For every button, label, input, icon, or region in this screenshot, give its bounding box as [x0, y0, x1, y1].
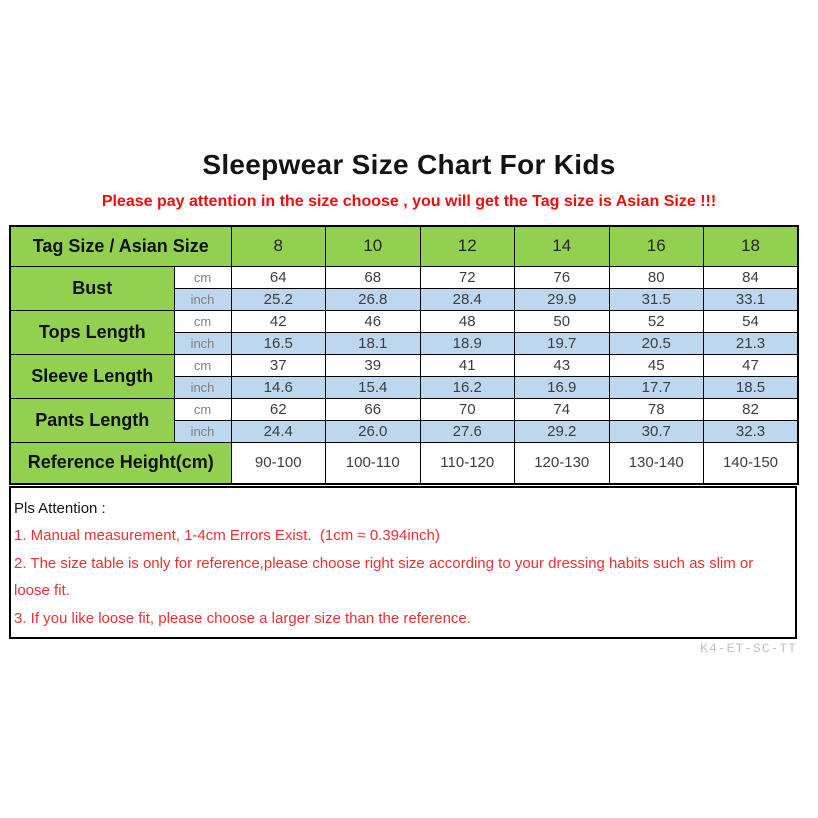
bust-inch-value: 26.8: [326, 288, 421, 310]
pants-length-cm-value: 62: [231, 398, 326, 420]
sleeve-length-label: Sleeve Length: [10, 354, 174, 398]
size-header-16: 16: [609, 226, 704, 266]
bust-cm-value: 64: [231, 266, 326, 288]
tops-length-inch-value: 18.1: [326, 332, 421, 354]
bust-unit-inch: inch: [174, 288, 231, 310]
size-header-12: 12: [420, 226, 515, 266]
reference-height-row: [10, 442, 798, 484]
bust-cm-value: 76: [515, 266, 610, 288]
sleeve-length-inch-value: 18.5: [704, 376, 799, 398]
tops-length-cm-value: 48: [420, 310, 515, 332]
reference-height-value: 140-150: [704, 442, 799, 484]
tops-length-inch-value: 20.5: [609, 332, 704, 354]
pants-length-inch-value: 26.0: [326, 420, 421, 442]
attention-notes-box: [9, 486, 797, 639]
size-header-10: 10: [326, 226, 421, 266]
pants-length-cm-value: 70: [420, 398, 515, 420]
sleeve-length-inch-value: 16.9: [515, 376, 610, 398]
reference-height-value: 120-130: [515, 442, 610, 484]
tag-size-header-label: Tag Size / Asian Size: [10, 226, 231, 266]
tops-length-inch-value: 21.3: [704, 332, 799, 354]
sleeve-length-cm-value: 41: [420, 354, 515, 376]
sleeve-length-cm-value: 43: [515, 354, 610, 376]
bust-inch-value: 28.4: [420, 288, 515, 310]
tops-length-cm-value: 54: [704, 310, 799, 332]
bust-cm-value: 68: [326, 266, 421, 288]
note-item-1: 1. Manual measurement, 1-4cm Errors Exist. (1cm ≈ 0.394inch): [14, 527, 440, 544]
notes-heading: Pls Attention :: [14, 500, 106, 517]
sleeve-length-cm-value: 39: [326, 354, 421, 376]
size-header-8: 8: [231, 226, 326, 266]
reference-height-label: Reference Height(cm): [10, 442, 231, 484]
reference-height-value: 100-110: [326, 442, 421, 484]
pants-length-cm-value: 78: [609, 398, 704, 420]
watermark-code: K4-ET-SC-TT: [700, 641, 797, 656]
bust-inch-value: 31.5: [609, 288, 704, 310]
sleeve-length-inch-value: 14.6: [231, 376, 326, 398]
reference-height-value: 130-140: [609, 442, 704, 484]
pants-length-cm-row: [10, 398, 798, 420]
tops-length-cm-value: 50: [515, 310, 610, 332]
bust-inch-value: 33.1: [704, 288, 799, 310]
sleeve-length-inch-value: 16.2: [420, 376, 515, 398]
pants-length-unit-cm: cm: [174, 398, 231, 420]
pants-length-inch-value: 30.7: [609, 420, 704, 442]
note-item-2: 2. The size table is only for reference,please choose right size according to your dressing habits such as slim or loose fit.: [14, 554, 758, 599]
size-header-14: 14: [515, 226, 610, 266]
pants-length-inch-value: 32.3: [704, 420, 799, 442]
reference-height-value: 110-120: [420, 442, 515, 484]
bust-cm-value: 80: [609, 266, 704, 288]
asian-size-warning: Please pay attention in the size choose , you will get the Tag size is Asian Size !!!: [101, 193, 717, 210]
pants-length-inch-value: 27.6: [420, 420, 515, 442]
bust-cm-row: [10, 266, 798, 288]
bust-cm-value: 72: [420, 266, 515, 288]
sleeve-length-inch-value: 17.7: [609, 376, 704, 398]
sleeve-length-cm-value: 45: [609, 354, 704, 376]
sleeve-length-unit-inch: inch: [174, 376, 231, 398]
sleeve-length-unit-cm: cm: [174, 354, 231, 376]
pants-length-label: Pants Length: [10, 398, 174, 442]
tops-length-inch-value: 19.7: [515, 332, 610, 354]
tops-length-cm-value: 46: [326, 310, 421, 332]
reference-height-value: 90-100: [231, 442, 326, 484]
size-header-18: 18: [704, 226, 799, 266]
sleeve-length-cm-row: [10, 354, 798, 376]
pants-length-inch-value: 29.2: [515, 420, 610, 442]
note-item-3: 3. If you like loose fit, please choose a larger size than the reference.: [14, 609, 471, 627]
pants-length-cm-value: 74: [515, 398, 610, 420]
bust-unit-cm: cm: [174, 266, 231, 288]
bust-inch-value: 25.2: [231, 288, 326, 310]
tops-length-cm-value: 52: [609, 310, 704, 332]
pants-length-cm-value: 82: [704, 398, 799, 420]
tops-length-inch-value: 18.9: [420, 332, 515, 354]
bust-cm-value: 84: [704, 266, 799, 288]
tops-length-unit-cm: cm: [174, 310, 231, 332]
sleeve-length-cm-value: 47: [704, 354, 799, 376]
sleeve-length-cm-value: 37: [231, 354, 326, 376]
tops-length-label: Tops Length: [10, 310, 174, 354]
header-row: [10, 226, 798, 266]
size-chart-table: [9, 225, 799, 485]
notes-list: [14, 522, 793, 632]
bust-label: Bust: [10, 266, 174, 310]
pants-length-inch-value: 24.4: [231, 420, 326, 442]
tops-length-cm-value: 42: [231, 310, 326, 332]
tops-length-unit-inch: inch: [174, 332, 231, 354]
bust-inch-value: 29.9: [515, 288, 610, 310]
pants-length-cm-value: 66: [326, 398, 421, 420]
tops-length-inch-value: 16.5: [231, 332, 326, 354]
page-title: Sleepwear Size Chart For Kids: [202, 149, 616, 180]
sleeve-length-inch-value: 15.4: [326, 376, 421, 398]
tops-length-cm-row: [10, 310, 798, 332]
pants-length-unit-inch: inch: [174, 420, 231, 442]
